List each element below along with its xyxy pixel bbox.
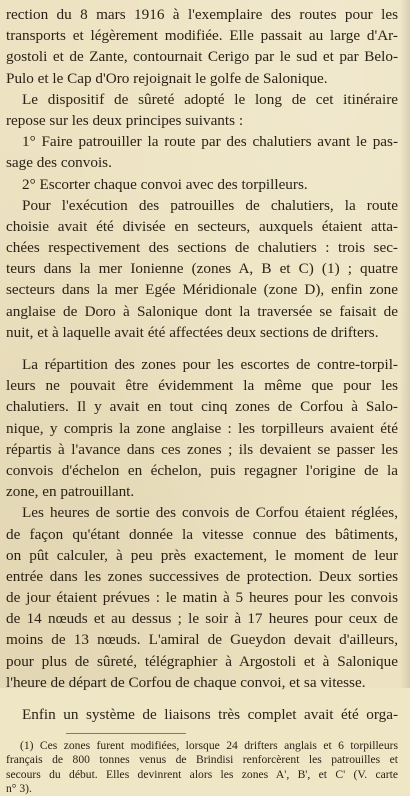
text-line: La répartition des zones pour les escortes de contre-torpil-	[22, 356, 398, 373]
paragraph	[6, 131, 398, 173]
text-line: Enfin un système de liaisons très complet avait été orga-	[22, 706, 398, 723]
text-line: moins de 13 nœuds. L'amiral de Gueydon devait d'ailleurs,	[6, 631, 398, 649]
text-line: de jour étaient prévues : le matin à 5 heures pour les convois	[6, 589, 398, 607]
text-line: l'heure de départ de Corfou de chaque convoi, et sa vitesse.	[6, 673, 366, 691]
text-line: 2° Escorter chaque convoi avec des torpilleurs.	[22, 175, 308, 193]
page-edge-shadow	[400, 0, 410, 688]
text-line: teurs dans la mer Ionienne (zones A, B et C) (1) ; quatre	[6, 260, 398, 278]
text-line: de façon qu'étant donnée la vitesse connue des bâtiments,	[6, 525, 398, 543]
text-line: pour plus de sûreté, télégraphier à Argostoli et à Salonique	[6, 652, 398, 670]
footnote-divider	[66, 733, 186, 734]
text-line: transports et légèrement modifiée. Elle passait au large d'Ar-	[6, 27, 398, 45]
text-line: gostoli et de Zante, contournait Cerigo par le sud et par Belo-	[6, 48, 398, 66]
text-line: 1° Faire patrouiller la route par des chalutiers avant le pas-	[22, 133, 398, 151]
text-line: Les heures de sortie des convois de Corfou étaient réglées,	[22, 504, 398, 522]
text-line: secteurs dans la mer Egée Méridionale (zone D), enfin zone	[6, 281, 398, 299]
paragraph	[6, 195, 398, 343]
text-line: anglaise de Doro à Salonique dont la traversée se faisait de	[6, 302, 398, 320]
paragraph	[6, 89, 398, 131]
paragraph-gap	[6, 693, 398, 704]
footnote-line: secours du début. Elles devinrent alors les zones A', B', et C' (V. carte	[6, 767, 398, 781]
text-line: sage des convois.	[6, 154, 112, 172]
text-line: nuit, et à laquelle avait été affectées deux sections de drifters.	[6, 323, 379, 341]
text-line: de 14 nœuds et au dessus ; le soir à 17 heures pour ceux de	[6, 610, 398, 628]
footnote-line: (1) Ces zones furent modifiées, lorsque 24 drifters anglais et 6 torpilleurs	[20, 739, 398, 753]
text-line: zone, en patrouillant.	[6, 483, 135, 501]
text-line: repose sur les deux principes suivants :	[6, 111, 244, 129]
paragraph	[6, 174, 398, 195]
paragraph	[6, 502, 398, 693]
text-line: choisie avait été divisée en secteurs, auxquels étaient atta-	[6, 217, 398, 235]
text-line: entrée dans les zones successives de protection. Deux sorties	[6, 567, 398, 585]
paragraph	[6, 704, 398, 725]
footnote	[6, 739, 398, 796]
text-line: convois d'échelon en échelon, puis regagner l'origine de la	[6, 461, 398, 479]
body-text	[6, 4, 398, 725]
text-line: leurs ne pouvait être évidemment la même que pour les	[6, 377, 398, 395]
text-line: chalutiers. Il y avait en tout cinq zones de Corfou à Salo-	[6, 398, 398, 416]
paragraph	[6, 354, 398, 502]
text-line: rection du 8 mars 1916 à l'exemplaire des routes pour les	[6, 6, 398, 23]
text-line: nique, y compris la zone anglaise : les torpilleurs avaient été	[6, 419, 398, 437]
text-line: on pût calculer, à peu près exactement, le moment de leur	[6, 546, 398, 564]
text-line: chées respectivement des sections de chalutiers : trois sec-	[6, 239, 398, 257]
text-line: Le dispositif de sûreté adopté le long de cet itinéraire	[22, 90, 398, 108]
paragraph	[6, 4, 398, 89]
footnote-line: n° 3).	[6, 781, 32, 795]
paragraph-gap	[6, 343, 398, 354]
text-line: Pour l'exécution des patrouilles de chalutiers, la route	[22, 196, 398, 214]
text-line: répartis à l'avance dans ces zones ; ils devaient se passer les	[6, 440, 398, 458]
text-line: Pulo et le Cap d'Oro rejoignait le golfe de Salonique.	[6, 69, 328, 87]
footnote-line: français de 800 tonnes venus de Brindisi renforcèrent les patrouilles et	[6, 753, 398, 767]
